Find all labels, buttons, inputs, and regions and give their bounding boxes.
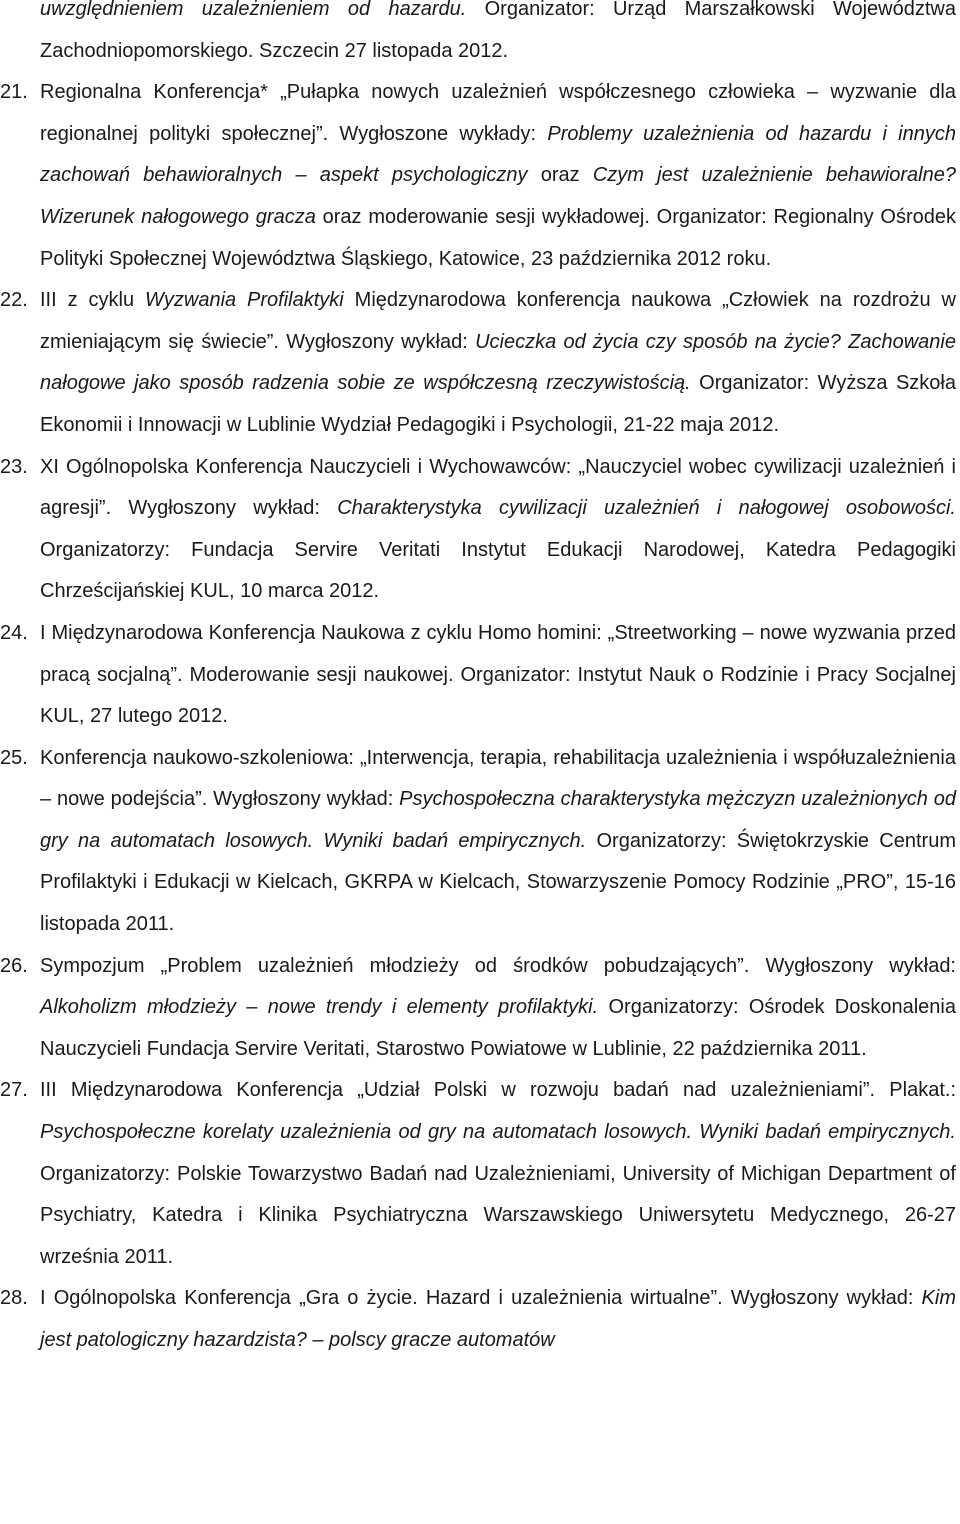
body-text: III z cyklu [40,289,145,312]
italic-title-text: Czym jest uzależnienie behawioralne? Wizerunek nałogowego gracza [40,164,956,228]
italic-title-text: Charakterystyka cywilizacji uzależnień i nałogowej osobowości. [337,497,956,520]
italic-title-text: Wyzwania Profilaktyki [145,289,344,312]
item-number: 25. [0,746,28,769]
italic-title-text: Kim jest patologiczny hazardzista? – polscy gracze automatów [40,1287,956,1351]
item-text [40,738,956,946]
list-item [0,1278,960,1361]
body-text: XI Ogólnopolska Konferencja Nauczycieli i Wychowawców: „Nauczyciel wobec cywilizacji uzależnień i agresji”. Wygłoszony wykład: [40,455,956,520]
list-item [0,1070,960,1278]
list-item [0,738,960,946]
item-text [40,1278,956,1361]
item-number: 24. [0,621,28,644]
body-text: Organizatorzy: Fundacja Servire Veritati Instytut Edukacji Narodowej, Katedra Pedagogiki Chrześcijańskiej KUL, 10 marca 2012. [40,538,956,603]
italic-title-text: Alkoholizm młodzieży – nowe trendy i elementy profilaktyki. [40,996,599,1019]
body-text: oraz moderowanie sesji wykładowej. Organizator: Regionalny Ośrodek Polityki Społecznej Województwa Śląskiego, Katowice, 23 października 2012 roku. [40,205,957,270]
body-text: I Ogólnopolska Konferencja „Gra o życie. Hazard i uzależnienia wirtualne”. Wygłoszony wykład: [40,1287,922,1310]
body-text: Sympozjum „Problem uzależnień młodzieży od środków pobudzających”. Wygłoszony wykład: [40,954,956,977]
item-number: 21. [0,81,28,104]
list-item [0,613,960,738]
list-item [0,72,960,280]
item-number: 22. [0,289,28,312]
item-text [40,613,956,738]
body-text: III Międzynarodowa Konferencja „Udział Polski w rozwoju badań nad uzależnieniami”. Plakat.: [40,1079,956,1102]
body-text: Organizatorzy: Polskie Towarzystwo Badań nad Uzależnieniami, University of Michigan Department of Psychiatry, Katedra i Klinika Psychiatryczna Warszawskiego Uniwersytetu Medycznego, 26-27 września 2011. [40,1162,956,1268]
item-number: 28. [0,1287,28,1310]
body-text: oraz [527,164,593,187]
body-text: Organizatorzy: Ośrodek Doskonalenia Nauczycieli Fundacja Servire Veritati, Starostwo Powiatowe w Lublinie, 22 października 2011. [40,996,956,1060]
body-text: Organizatorzy: Świętokrzyskie Centrum Profilaktyki i Edukacji w Kielcach, GKRPA w Kielcach, Stowarzyszenie Pomocy Rodzinie „PRO”, 15-16 listopada 2011. [40,829,956,936]
body-text: Konferencja naukowo-szkoleniowa: „Interwencja, terapia, rehabilitacja uzależnienia i współuzależnienia – nowe podejścia”. Wygłoszony wykład: [40,746,956,811]
item-number: 27. [0,1079,28,1102]
item-text [40,280,956,446]
item-number: 26. [0,954,28,977]
body-text: Organizator: Wyższa Szkoła Ekonomii i Innowacji w Lublinie Wydział Pedagogiki i Psychologii, 21-22 maja 2012. [40,372,956,436]
italic-title-text: Ucieczka od życia czy sposób na życie? Zachowanie nałogowe jako sposób radzenia sobie ze współczesną rzeczywistością. [40,330,956,395]
carryover-paragraph [40,0,956,72]
item-text [40,447,956,613]
item-text [40,946,956,1071]
body-text: Regionalna Konferencja* „Pułapka nowych uzależnień współczesnego człowieka – wyzwanie dla regionalnej polityki społecznej”. Wygłoszone wykłady: [40,81,956,145]
body-text: Organizator: Urząd Marszałkowski Województwa Zachodniopomorskiego. Szczecin 27 listopada 2012. [40,0,956,62]
item-text [40,1070,956,1278]
italic-title-text: Psychospołeczna charakterystyka mężczyzn uzależnionych od gry na automatach losowych. Wyniki badań empirycznych. [40,788,956,852]
list-item [0,447,960,613]
body-text: Międzynarodowa konferencja naukowa „Człowiek na rozdrożu w zmieniającym się świecie”. Wygłoszony wykład: [40,289,957,353]
italic-title-text: Problemy uzależnienia od hazardu i innych zachowań behawioralnych – aspekt psychologiczny [40,122,956,187]
publication-list [0,72,960,1361]
item-text [40,72,956,280]
list-item [0,946,960,1071]
list-item [0,280,960,446]
italic-title-text: uwzględnieniem uzależnieniem od hazardu. [40,0,467,20]
body-text: I Międzynarodowa Konferencja Naukowa z cyklu Homo homini: „Streetworking – nowe wyzwania przed pracą socjalną”. Moderowanie sesji naukowej. Organizator: Instytut Nauk o Rodzinie i Pracy Socjalnej KUL, 27 lutego 2012. [40,621,956,728]
italic-title-text: Psychospołeczne korelaty uzależnienia od gry na automatach losowych. Wyniki badań empirycznych. [40,1121,956,1144]
item-number: 23. [0,455,28,478]
